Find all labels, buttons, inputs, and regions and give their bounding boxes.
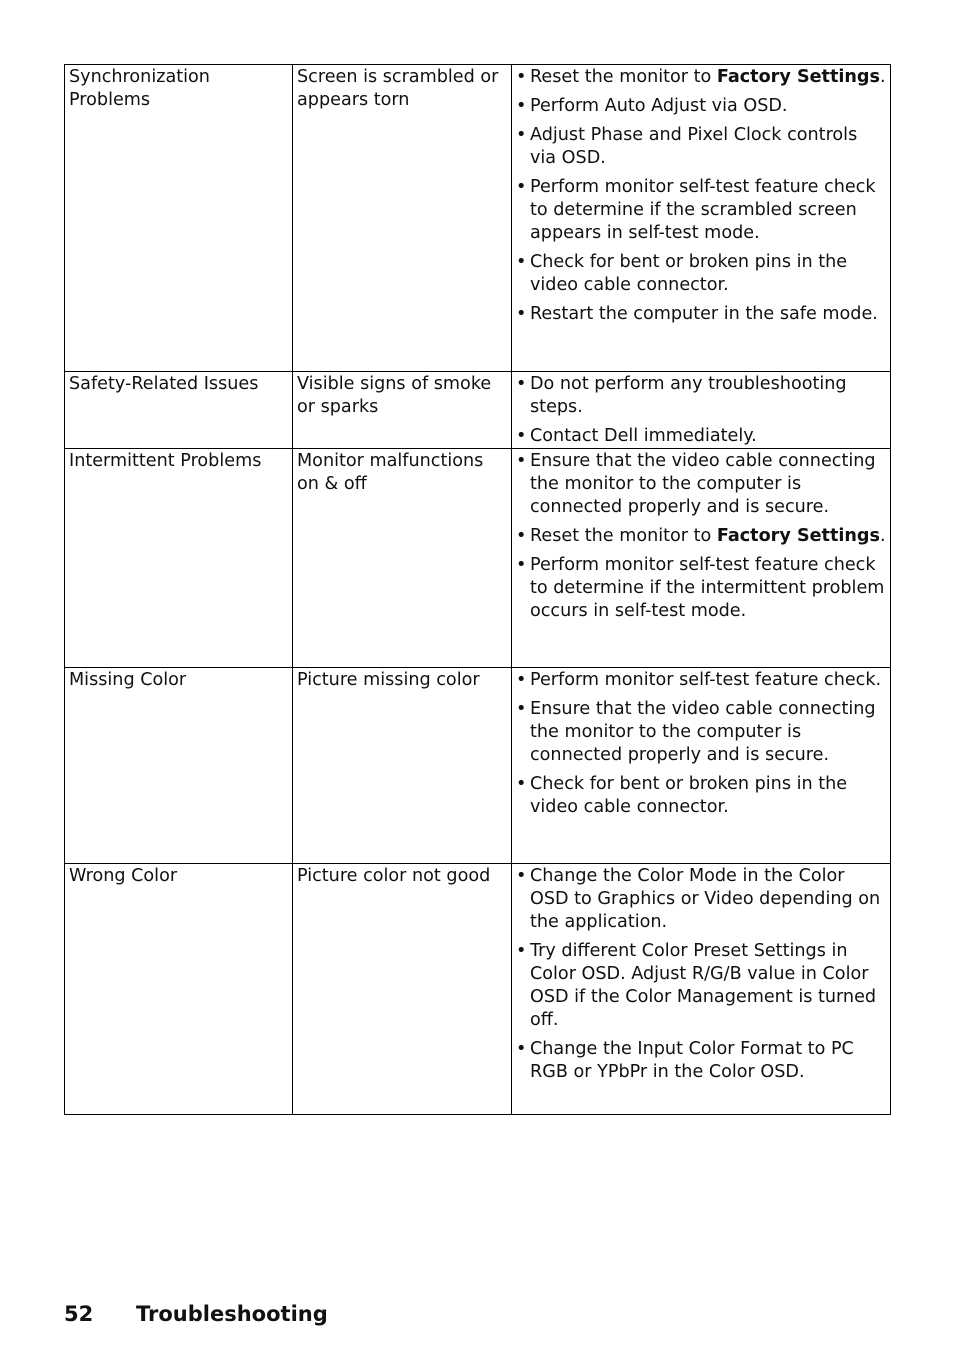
solution-item: • Do not perform any troubleshooting steps. [516,373,888,419]
solution-item: • Ensure that the video cable connecting the monitor to the computer is connected properly and is secure. [516,698,888,767]
problem-cell: Synchronization Problems [65,65,293,372]
section-title: Troubleshooting [136,1302,328,1326]
solution-item: • Try different Color Preset Settings in Color OSD. Adjust R/G/B value in Color OSD if the Color Management is turned off. [516,940,888,1032]
solution-item: • Perform monitor self-test feature check to determine if the intermittent problem occurs in self-test mode. [516,554,888,623]
solution-cell [512,668,891,864]
symptom-cell: Picture color not good [293,864,512,1115]
solution-list [516,66,888,326]
problem-cell: Missing Color [65,668,293,864]
symptom-cell: Screen is scrambled or appears torn [293,65,512,372]
solution-item: • Change the Color Mode in the Color OSD to Graphics or Video depending on the application. [516,865,888,934]
solution-item: • Ensure that the video cable connecting the monitor to the computer is connected properly and is secure. [516,450,888,519]
solution-cell [512,864,891,1115]
problem-cell: Safety-Related Issues [65,372,293,449]
solution-cell [512,65,891,372]
solution-list [516,450,888,623]
solution-cell [512,449,891,668]
solution-list [516,669,888,819]
symptom-cell: Monitor malfunctions on & off [293,449,512,668]
solution-cell [512,372,891,449]
table-row [65,65,891,372]
solution-item: • Reset the monitor to Factory Settings. [516,525,888,548]
solution-item: • Perform Auto Adjust via OSD. [516,95,888,118]
solution-item: • Contact Dell immediately. [516,425,888,448]
solution-list [516,373,888,448]
problem-cell: Intermittent Problems [65,449,293,668]
solution-item: • Perform monitor self-test feature check to determine if the scrambled screen appears in self-test mode. [516,176,888,245]
problem-cell: Wrong Color [65,864,293,1115]
symptom-cell: Picture missing color [293,668,512,864]
troubleshooting-table [64,64,891,1115]
table-row [65,864,891,1115]
table-row [65,668,891,864]
solution-list [516,865,888,1084]
symptom-cell: Visible signs of smoke or sparks [293,372,512,449]
solution-item: • Perform monitor self-test feature check. [516,669,888,692]
solution-item: • Change the Input Color Format to PC RGB or YPbPr in the Color OSD. [516,1038,888,1084]
table-row [65,449,891,668]
solution-item: • Reset the monitor to Factory Settings. [516,66,888,89]
page-footer [64,1300,328,1328]
page-number: 52 [64,1302,94,1326]
solution-item: • Check for bent or broken pins in the video cable connector. [516,251,888,297]
solution-item: • Adjust Phase and Pixel Clock controls via OSD. [516,124,888,170]
table-row [65,372,891,449]
table-body [65,65,891,1115]
solution-item: • Check for bent or broken pins in the video cable connector. [516,773,888,819]
solution-item: • Restart the computer in the safe mode. [516,303,888,326]
